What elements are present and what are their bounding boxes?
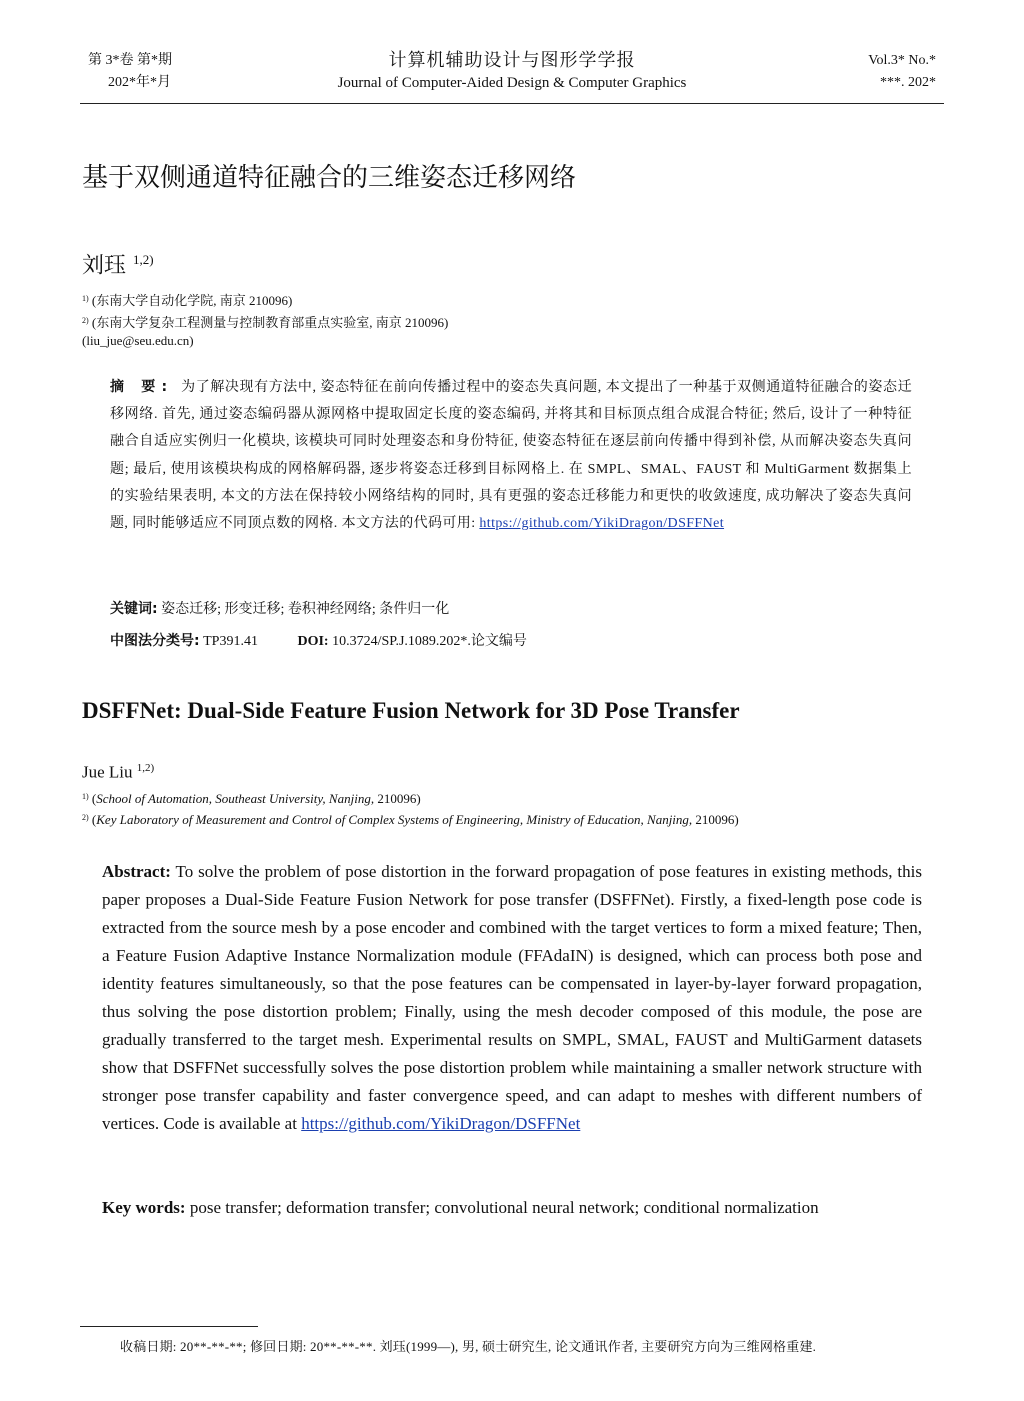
affiliation-sup: 1): [82, 294, 89, 303]
affiliation-en-1: $^{1)}$ (School of Automation, Southeast University, Nanjing, 210096): [82, 791, 421, 806]
affiliation-text: (东南大学自动化学院, 南京 210096): [91, 293, 293, 308]
affiliation-cn-2: [82, 311, 448, 333]
header-vol-en: Vol.3* No.*: [868, 53, 936, 68]
affiliation-postcode: 210096): [374, 791, 421, 806]
keywords-cn: [110, 598, 449, 621]
keywords-label-cn: 关键词:: [110, 601, 158, 617]
class-value: TP391.41: [203, 634, 258, 649]
keywords-en: [102, 1195, 819, 1221]
affiliation-italic: School of Automation, Southeast University, Nanjing,: [96, 791, 375, 806]
header-date-en: ***. 202*: [880, 75, 936, 90]
affiliation-en-2: $^{2)}$ (Key Laboratory of Measurement and Control of Complex Systems of Engineering, Ministry of Education, Nanjing, 210096): [82, 812, 739, 827]
doi-label: DOI:: [297, 634, 329, 649]
author-cn: [82, 244, 154, 282]
header-volume-en: [868, 50, 936, 94]
code-link-cn[interactable]: https://github.com/YikiDragon/DSFFNet: [479, 516, 725, 532]
abstract-label-en: Abstract:: [102, 862, 171, 881]
affiliation-sup: 2): [82, 813, 89, 822]
footnote-divider: [80, 1326, 258, 1327]
keywords-text-en: pose transfer; deformation transfer; convolutional neural network; conditional normalization: [189, 1198, 819, 1217]
keywords-label-en: Key words:: [102, 1198, 186, 1217]
code-link-en[interactable]: https://github.com/YikiDragon/DSFFNet: [301, 1114, 581, 1133]
doi-value: 10.3724/SP.J.1089.202*.论文编号: [332, 634, 527, 649]
page-title-cn: 基于双侧通道特征融合的三维姿态迁移网络: [82, 163, 577, 193]
journal-name-cn: 计算机辅助设计与图形学学报: [388, 50, 636, 70]
header-vol-cn: 第 3*卷 第*期: [88, 53, 172, 68]
author-sup-en: 1,2): [136, 762, 155, 774]
author-email: (liu_jue@seu.edu.cn): [82, 333, 194, 348]
affiliation-postcode: 210096): [692, 812, 739, 827]
classification-cn: [110, 630, 527, 653]
author-name-cn: 刘珏: [82, 253, 127, 279]
author-sup-cn: 1,2): [133, 252, 154, 267]
keywords-text-cn: 姿态迁移; 形变迁移; 卷积神经网络; 条件归一化: [161, 602, 450, 617]
abstract-en: [102, 858, 922, 1138]
affiliation-italic: Key Laboratory of Measurement and Control of Complex Systems of Engineering, Ministry of Education, Nanjing,: [96, 812, 693, 827]
header-date-cn: 202*年*月: [108, 75, 171, 90]
abstract-cn: [110, 374, 912, 537]
author-en: [82, 756, 154, 785]
abstract-text-en: To solve the problem of pose distortion in the forward propagation of pose features in existing methods, this paper proposes a Dual-Side Feature Fusion Network for pose transfer (DSFFNet). Firstly, a fixed-length pose code is extracted from the source mesh by a pose encoder and combined with the target vertices to form a mixed feature; Then, a Feature Fusion Adaptive Instance Normalization module (FFAdaIN) is designed, which can process both pose and identity features simultaneously, so that the pose features can be compensated in layer-by-layer forward propagation, thus solving the pose distortion problem; Finally, using the mesh decoder composed of this module, the pose are gradually transferred to the target mesh. Experimental results on SMPL, SMAL, FAUST and MultiGarment datasets show that DSFFNet successfully solves the pose distortion problem while maintaining a smaller network structure with stronger pose transfer capability and faster convergence speed, and can adapt to meshes with different numbers of vertices. Code is available at: [102, 862, 922, 1133]
affiliation-sup: 1): [82, 792, 89, 801]
affiliation-cn-1: [82, 289, 292, 311]
header-divider: [80, 103, 944, 104]
page-title-en: DSFFNet: Dual-Side Feature Fusion Network for 3D Pose Transfer: [82, 698, 740, 723]
class-label: 中图法分类号:: [110, 633, 200, 649]
author-name-en: Jue Liu: [82, 762, 133, 782]
affiliation-sup: 2): [82, 316, 89, 325]
abstract-label-cn: 摘 要:: [110, 379, 174, 395]
abstract-text-cn: 为了解决现有方法中, 姿态特征在前向传播过程中的姿态失真问题, 本文提出了一种基于双侧通道特征融合的姿态迁移网络. 首先, 通过姿态编码器从源网格中提取固定长度的姿态编码, 并将其和目标顶点组合成混合特征; 然后, 设计了一种特征融合自适应实例归一化模块, 该模块可同时处理姿态和身份特征, 使姿态特征在逐层前向传播中得到补偿, 从而解决姿态失真问题; 最后, 使用该模块构成的网格解码器, 逐步将姿态迁移到目标网格上. 在 SMPL、SMAL、FAUST 和 MultiGarment 数据集上的实验结果表明, 本文的方法在保持较小网络结构的同时, 具有更强的姿态迁移能力和更快的收敛速度, 成功解决了姿态失真问题, 同时能够适应不同顶点数的网格. 本文方法的代码可用:: [110, 380, 912, 532]
affiliation-text: (东南大学复杂工程测量与控制教育部重点实验室, 南京 210096): [91, 315, 449, 330]
journal-name-en: Journal of Computer-Aided Design & Computer Graphics: [337, 75, 687, 91]
footnote: 收稿日期: 20**-**-**; 修回日期: 20**-**-**. 刘珏(1999—), 男, 硕士研究生, 论文通讯作者, 主要研究方向为三维网格重建.: [120, 1339, 817, 1354]
